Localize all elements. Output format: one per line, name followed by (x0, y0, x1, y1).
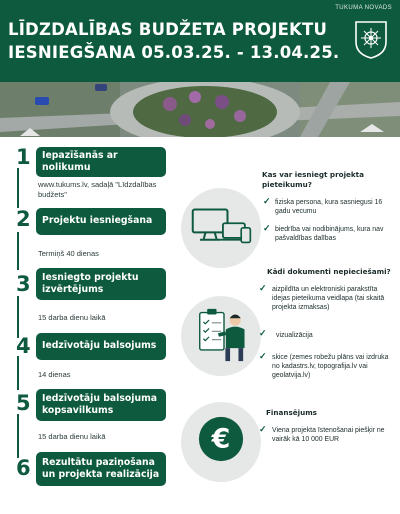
check-icon: ✓ (259, 424, 267, 434)
check-icon: ✓ (259, 328, 267, 338)
check-icon: ✓ (263, 196, 271, 206)
svg-text:€: € (211, 423, 231, 455)
docs-item: skice (zemes robežu plāns vai izdruka no kadastrs.lv, topografija.lv vai geolatvija.lv) (272, 354, 389, 379)
timeline-line (17, 356, 19, 390)
checklist-person-icon (196, 305, 252, 365)
municipality-name: TUKUMA NOVADS (335, 5, 392, 11)
step-number-4: 4 (16, 334, 31, 358)
who-heading: Kas var iesniegt projekta pieteikumu? (262, 170, 364, 189)
step-number-3: 3 (16, 272, 31, 296)
step-box-3 (36, 268, 166, 300)
docs-heading: Kādi dokumenti nepieciešami? (267, 267, 391, 276)
check-icon: ✓ (259, 283, 267, 293)
title-line-2: IESNIEGŠANA 05.03.25. - 13.04.25. (8, 43, 340, 62)
step-label: Iepazīšanās ar nolikumu (42, 149, 118, 173)
timeline-line (17, 168, 19, 208)
page-title (8, 18, 348, 64)
step-label: Projektu iesniegšana (42, 215, 153, 227)
step-number-1: 1 (16, 145, 31, 169)
step-number-6: 6 (16, 456, 31, 480)
title-line-1: LĪDZDALĪBAS BUDŽETA PROJEKTU (8, 20, 328, 39)
timeline-line (17, 414, 19, 458)
docs-item: vizualizācija (276, 332, 313, 339)
docs-item: aizpildīta un elektroniski parakstīta idejas pieteikuma veidlapa (tai skaitā projekta izmaksas) (272, 286, 385, 311)
finance-heading: Finansējums (266, 408, 317, 417)
timeline-line (17, 296, 19, 338)
roundabout-photo (0, 82, 400, 137)
timeline-line (17, 232, 19, 270)
step-note-2: Termiņš 40 dienas (38, 249, 99, 258)
header-banner (0, 0, 400, 82)
step-number-5: 5 (16, 391, 31, 415)
check-icon: ✓ (259, 351, 267, 361)
step-label: Iesniegto projektu izvērtējums (42, 271, 139, 295)
step-box-2 (36, 208, 166, 235)
step-box-1 (36, 147, 166, 177)
step-note-4: 14 dienas (38, 370, 71, 379)
step-box-5 (36, 389, 166, 421)
step-note-1: www.tukums.lv, sadaļā "Līdzdalības budžets" (38, 180, 157, 199)
devices-icon (190, 206, 254, 246)
step-box-4 (36, 333, 166, 360)
finance-item: Viena projekta īstenošanai piešķir ne vairāk kā 10 000 EUR (272, 427, 385, 443)
step-number-2: 2 (16, 207, 31, 231)
who-item: fiziska persona, kura sasniegusi 16 gadu vecumu (275, 199, 383, 215)
step-note-5: 15 darba dienu laikā (38, 432, 106, 441)
tukums-crest-icon (354, 20, 388, 60)
step-label: Iedzīvotāju balsojums (42, 340, 157, 352)
euro-icon (197, 415, 245, 463)
step-label: Rezultātu paziņošana un projekta realizācija (42, 456, 160, 480)
step-label: Iedzīvotāju balsojuma kopsavilkums (42, 392, 158, 416)
who-item: biedrība vai nodibinājums, kura nav pašvaldības dalības (275, 226, 384, 242)
step-note-3: 15 darba dienu laikā (38, 313, 106, 322)
check-icon: ✓ (263, 223, 271, 233)
step-box-6 (36, 452, 166, 486)
